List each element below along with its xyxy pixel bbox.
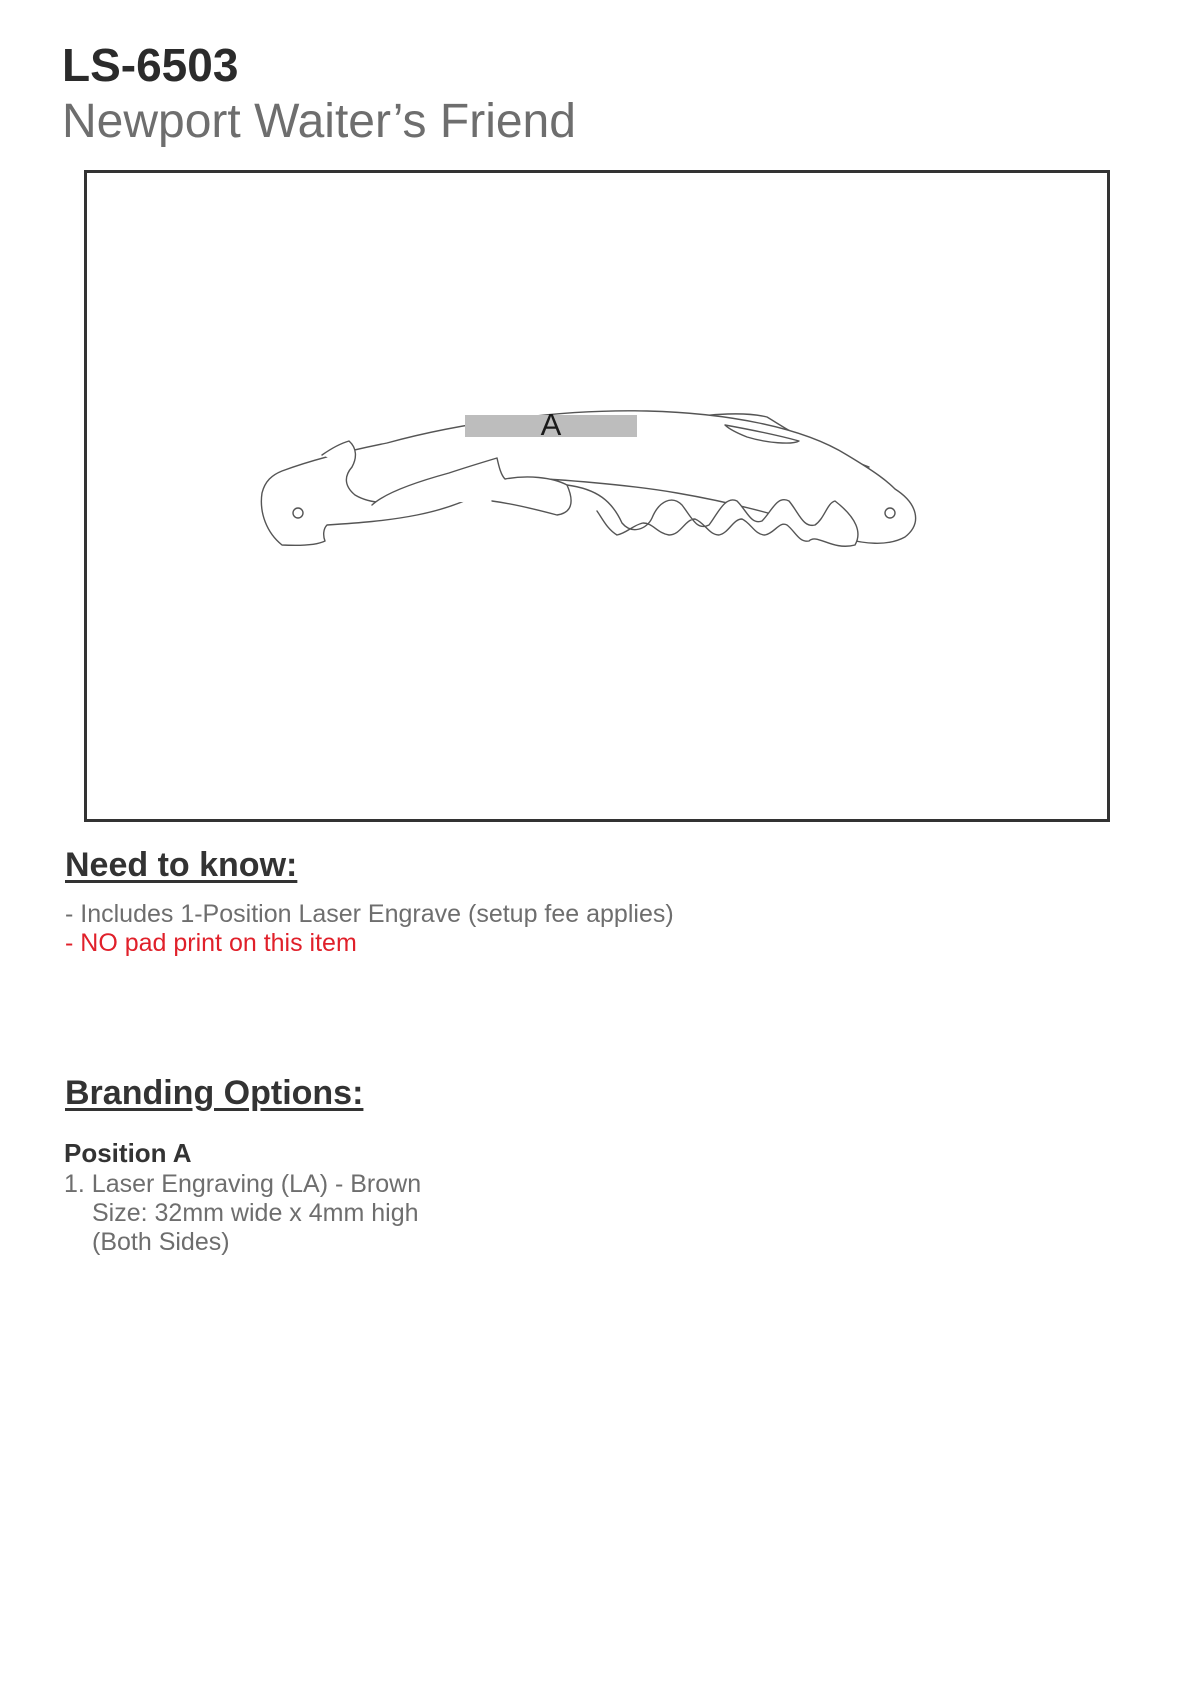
print-area-a-label: A (540, 407, 562, 442)
branding-options-heading: Branding Options: (65, 1074, 364, 1112)
note-no-pad-print: - NO pad print on this item (65, 929, 357, 957)
rivet-right-icon (885, 508, 895, 518)
artwork-frame (84, 170, 1110, 822)
option-sides: (Both Sides) (92, 1228, 230, 1256)
product-code: LS-6503 (62, 39, 239, 91)
rivet-left-icon (293, 508, 303, 518)
product-name: Newport Waiter’s Friend (62, 95, 576, 148)
need-to-know-heading: Need to know: (65, 846, 298, 884)
option-laser-engraving: 1. Laser Engraving (LA) - Brown (64, 1170, 422, 1198)
position-a-title: Position A (64, 1138, 192, 1168)
waiters-friend-corkscrew-icon (87, 173, 1107, 819)
option-size: Size: 32mm wide x 4mm high (92, 1199, 419, 1227)
note-laser-engrave: - Includes 1-Position Laser Engrave (setup fee applies) (65, 900, 674, 928)
